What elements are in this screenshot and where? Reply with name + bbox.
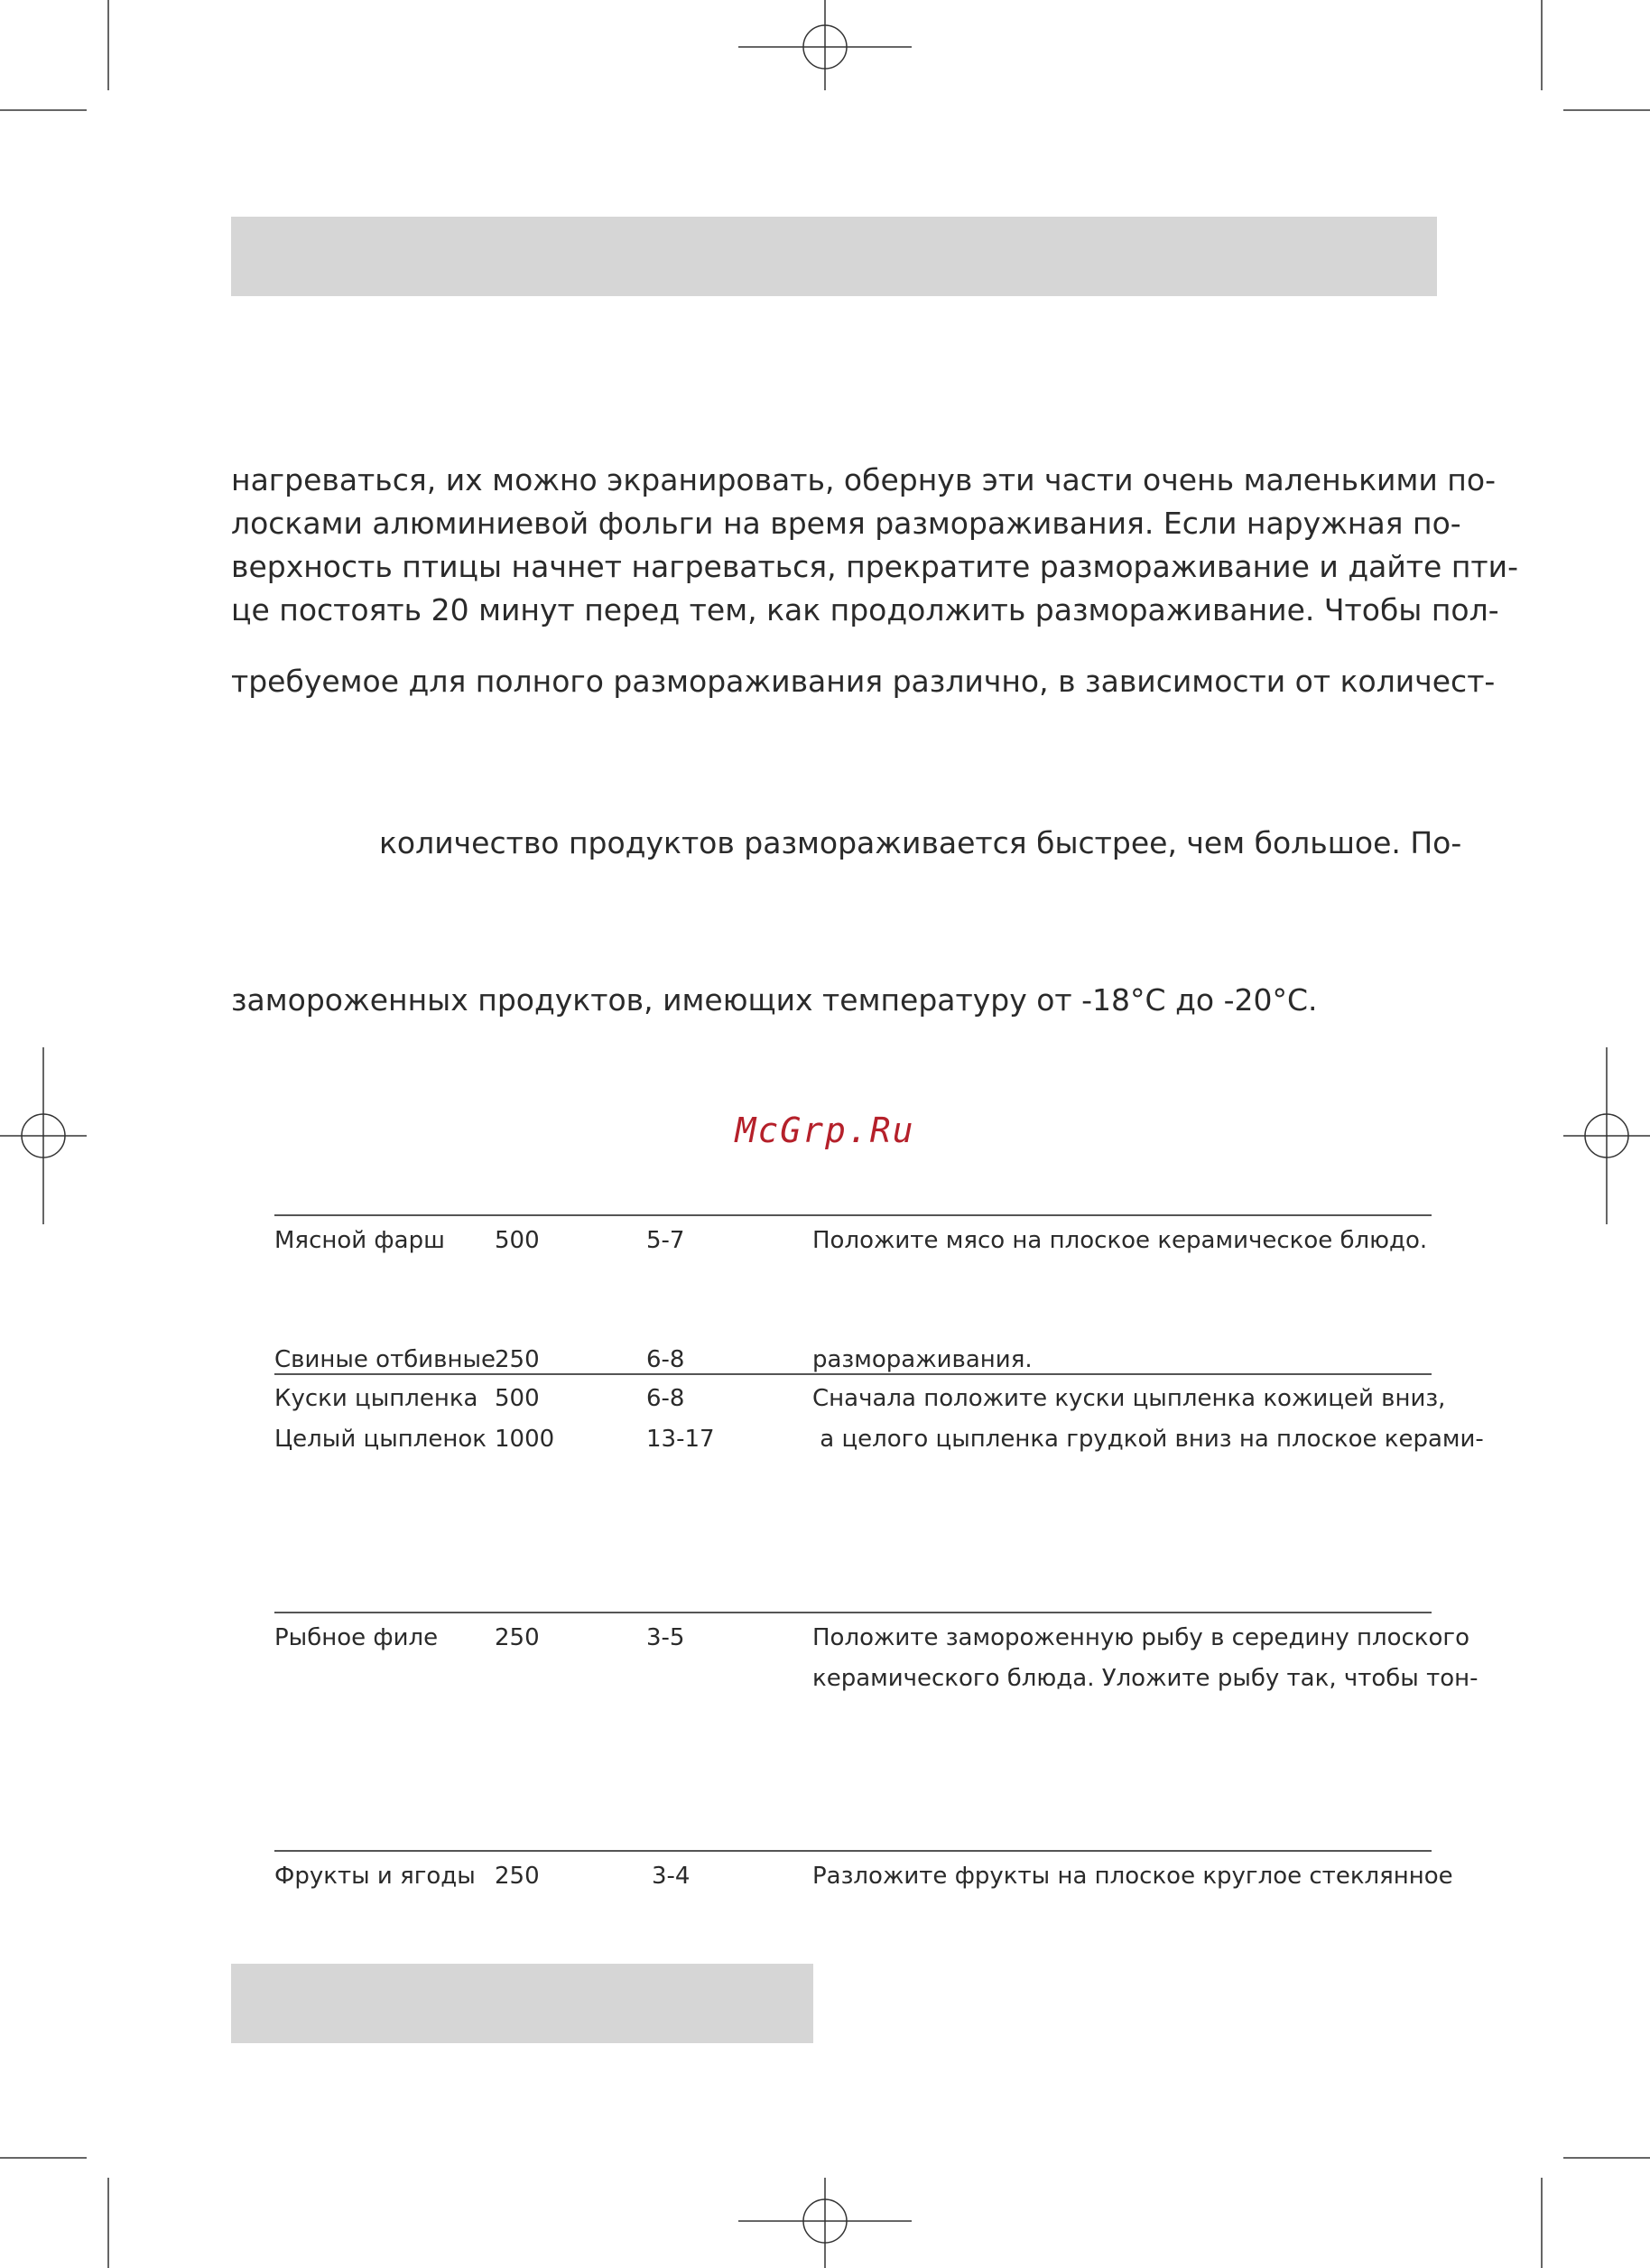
watermark: McGrp.Ru — [735, 1111, 915, 1150]
product-cell: Куски цыпленка — [274, 1385, 478, 1412]
notes-cell: Положите замороженную рыбу в середину плоского — [812, 1624, 1469, 1651]
weight-cell: 500 — [495, 1227, 540, 1254]
product-cell: Мясной фарш — [274, 1227, 445, 1254]
weight-cell: 1000 — [495, 1426, 555, 1453]
notes-cell: а целого цыпленка грудкой вниз на плоское керами- — [812, 1426, 1484, 1453]
table-rule — [274, 1214, 1432, 1216]
paragraph-4 — [231, 979, 1432, 1022]
product-cell: Свиные отбивные — [274, 1346, 496, 1373]
time-cell: 5-7 — [646, 1227, 685, 1254]
footer-band — [231, 1964, 813, 2043]
paragraph-2 — [231, 660, 1496, 703]
notes-cell: размораживания. — [812, 1346, 1033, 1373]
notes-cell: Положите мясо на плоское керамическое блюдо. — [812, 1227, 1428, 1254]
crosshair-bottom — [738, 2178, 912, 2268]
crosshair-top — [738, 0, 912, 90]
weight-cell: 500 — [495, 1385, 540, 1412]
text-line: количество продуктов размораживается быстрее, чем большое. По- — [379, 825, 1462, 860]
text-line: це постоять 20 минут перед тем, как продолжить размораживание. Чтобы пол- — [231, 592, 1499, 627]
time-cell: 3-5 — [646, 1624, 685, 1651]
text-line: нагреваться, их можно экранировать, обернув эти части очень маленькими по- — [231, 462, 1496, 497]
time-cell: 6-8 — [646, 1385, 685, 1412]
product-cell: Фрукты и ягоды — [274, 1863, 476, 1890]
weight-cell: 250 — [495, 1863, 540, 1890]
notes-cell: керамического блюда. Уложите рыбу так, чтобы тон- — [812, 1665, 1479, 1692]
table-rule — [274, 1612, 1432, 1613]
paragraph-1 — [231, 459, 1518, 632]
text-line: верхность птицы начнет нагреваться, прекратите размораживание и дайте пти- — [231, 549, 1518, 584]
weight-cell: 250 — [495, 1346, 540, 1373]
notes-cell: Разложите фрукты на плоское круглое стеклянное — [812, 1863, 1453, 1890]
notes-cell: Сначала положите куски цыпленка кожицей вниз, — [812, 1385, 1446, 1412]
product-cell: Целый цыпленок — [274, 1426, 487, 1453]
time-cell: 13-17 — [646, 1426, 715, 1453]
time-cell: 3-4 — [652, 1863, 691, 1890]
text-line: замороженных продуктов, имеющих температуру от -18°C до -20°C. — [231, 982, 1318, 1018]
time-cell: 6-8 — [646, 1346, 685, 1373]
text-line: требуемое для полного размораживания различно, в зависимости от количест- — [231, 664, 1496, 699]
header-band — [231, 217, 1437, 296]
table-rule — [274, 1850, 1432, 1852]
paragraph-3 — [379, 822, 1462, 865]
text-line: лосками алюминиевой фольги на время размораживания. Если наружная по- — [231, 506, 1461, 541]
weight-cell: 250 — [495, 1624, 540, 1651]
product-cell: Рыбное филе — [274, 1624, 439, 1651]
